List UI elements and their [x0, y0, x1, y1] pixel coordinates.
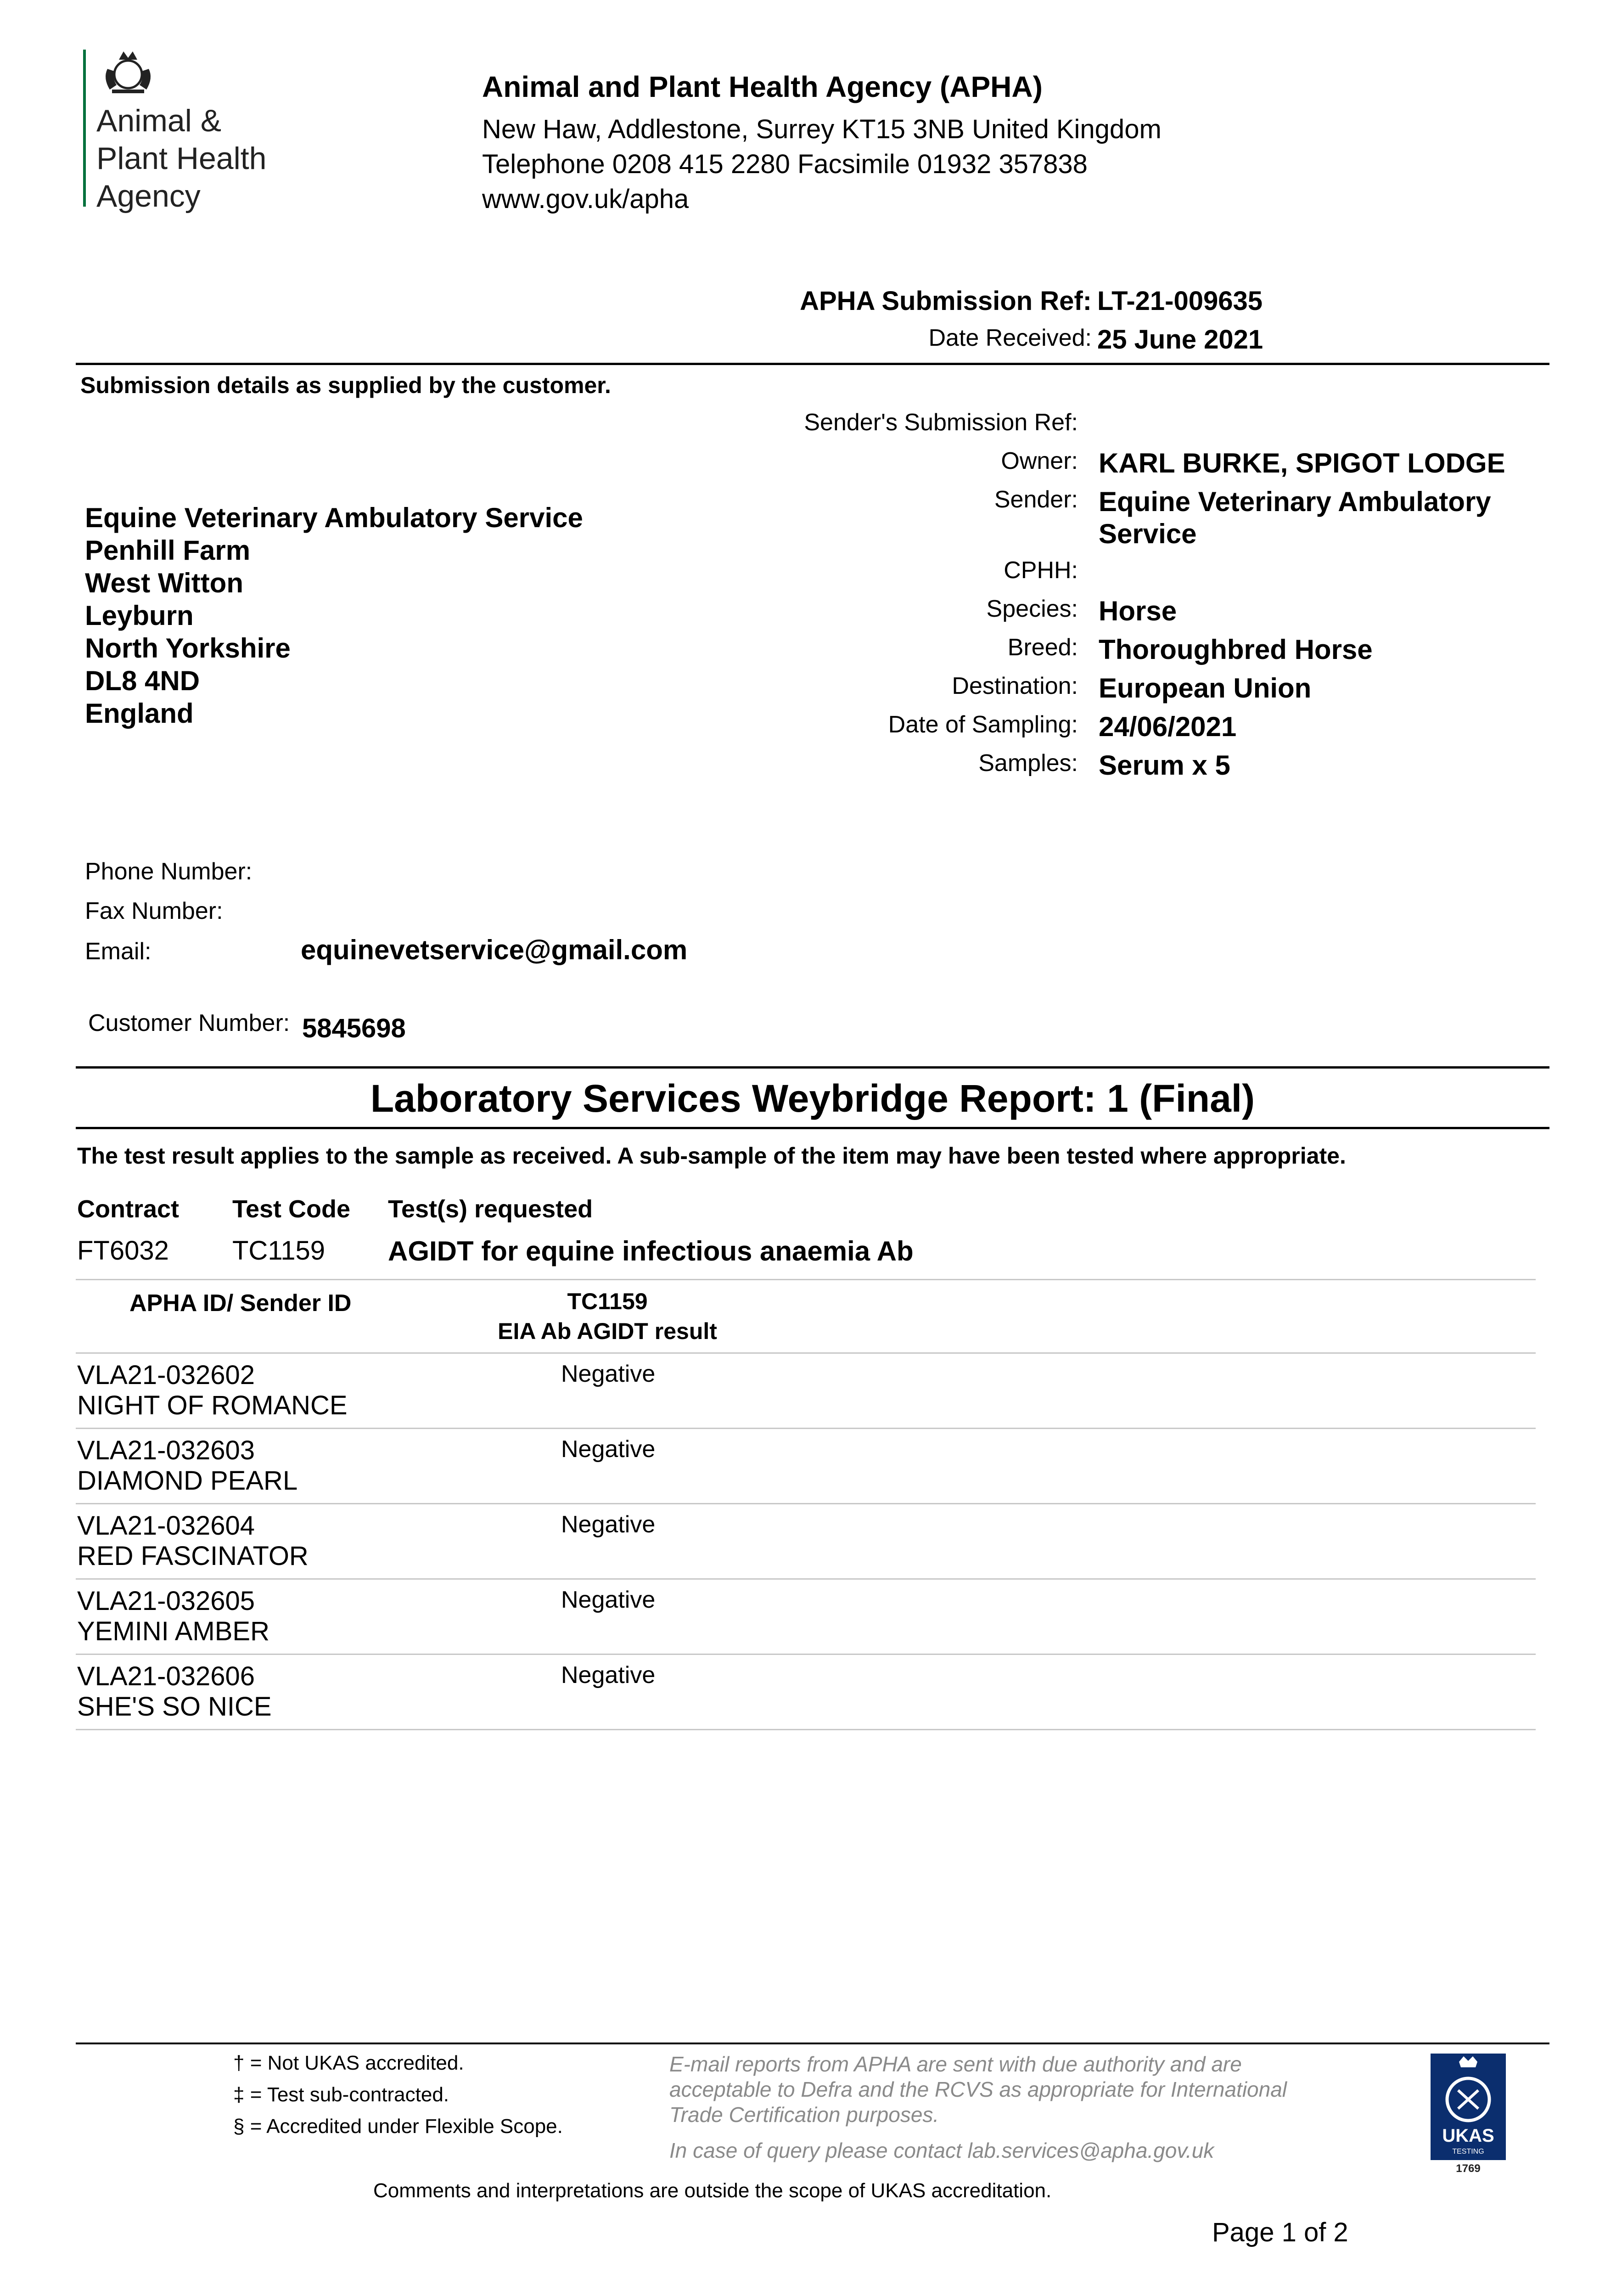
sample-name: RED FASCINATOR [77, 1541, 309, 1571]
date-received-value: 25 June 2021 [1097, 325, 1263, 355]
sample-name: YEMINI AMBER [77, 1616, 269, 1646]
date-of-sampling-label: Date of Sampling: [888, 711, 1078, 738]
phone-label: Phone Number: [85, 858, 253, 885]
report-title: Laboratory Services Weybridge Report: 1 (Final) [370, 1077, 1255, 1120]
divider [76, 363, 1549, 365]
fax-label: Fax Number: [85, 898, 223, 924]
logo-line: Plant Health [96, 141, 267, 176]
samples-value: Serum x 5 [1099, 750, 1230, 781]
accreditation-legend [233, 2047, 563, 2142]
agency-name: Animal and Plant Health Agency (APHA) [482, 70, 1043, 103]
page-number: Page 1 of 2 [1212, 2217, 1348, 2247]
sender-value-line2: Service [1099, 518, 1197, 549]
results-result-header: EIA Ab AGIDT result [498, 1318, 717, 1344]
address-line: Leyburn [85, 600, 194, 631]
logo-line: Animal & [96, 103, 222, 138]
sample-id: VLA21-032604 [77, 1511, 255, 1541]
note-line: acceptable to Defra and the RCVS as appropriate for International [669, 2077, 1287, 2101]
sample-result: Negative [561, 1436, 656, 1463]
ukas-comment: Comments and interpretations are outside the scope of UKAS accreditation. [373, 2179, 1052, 2202]
species-label: Species: [986, 596, 1078, 622]
logo-line: Agency [96, 179, 201, 214]
sender-ref-label: Sender's Submission Ref: [804, 409, 1078, 436]
customer-address [85, 501, 583, 730]
test-code-value: TC1159 [232, 1236, 326, 1266]
sample-id: VLA21-032605 [77, 1586, 255, 1616]
contract-value: FT6032 [77, 1236, 169, 1266]
legend-item: § = Accredited under Flexible Scope. [233, 2115, 563, 2138]
footer-divider [76, 2043, 1549, 2044]
logo-bar [83, 50, 86, 207]
address-line: England [85, 698, 194, 729]
sample-id: VLA21-032603 [77, 1435, 255, 1465]
divider [76, 1428, 1536, 1429]
address-line: West Witton [85, 568, 243, 598]
agency-address: New Haw, Addlestone, Surrey KT15 3NB United Kingdom [482, 114, 1162, 144]
sample-name: SHE'S SO NICE [77, 1692, 272, 1722]
address-line: Penhill Farm [85, 535, 251, 566]
divider [76, 1279, 1536, 1280]
divider [76, 1578, 1536, 1580]
date-of-sampling-value: 24/06/2021 [1099, 711, 1237, 742]
contract-header: Contract [77, 1195, 180, 1223]
sample-id: VLA21-032602 [77, 1360, 255, 1390]
results-id-header: APHA ID/ Sender ID [129, 1290, 352, 1317]
email-label: Email: [85, 938, 152, 965]
address-line: North Yorkshire [85, 633, 291, 664]
email-value[interactable]: equinevetservice@gmail.com [301, 934, 688, 965]
note-line: Trade Certification purposes. [669, 2103, 939, 2127]
date-received-label: Date Received: [928, 325, 1092, 351]
agency-logo-text [96, 102, 266, 215]
destination-label: Destination: [952, 673, 1078, 699]
test-code-header: Test Code [232, 1195, 351, 1223]
sender-label: Sender: [994, 486, 1078, 513]
sample-name: NIGHT OF ROMANCE [77, 1390, 348, 1420]
legend-item: † = Not UKAS accredited. [233, 2052, 464, 2074]
sample-name: DIAMOND PEARL [77, 1466, 298, 1496]
agency-website[interactable]: www.gov.uk/apha [482, 184, 689, 214]
royal-crest-icon [98, 46, 158, 96]
customer-number-label: Customer Number: [88, 1010, 290, 1036]
report-note: The test result applies to the sample as received. A sub-sample of the item may have been tested where appropriate. [77, 1143, 1346, 1169]
sample-result: Negative [561, 1587, 656, 1613]
customer-note: Submission details as supplied by the customer. [80, 372, 611, 398]
sample-result: Negative [561, 1361, 656, 1387]
owner-label: Owner: [1001, 448, 1078, 474]
results-code-header: TC1159 [567, 1289, 648, 1314]
samples-label: Samples: [978, 750, 1078, 777]
sample-id: VLA21-032606 [77, 1661, 255, 1691]
divider [76, 1127, 1549, 1129]
owner-value: KARL BURKE, SPIGOT LODGE [1099, 448, 1505, 478]
sender-value-line1: Equine Veterinary Ambulatory [1099, 486, 1491, 517]
sample-result: Negative [561, 1662, 656, 1688]
email-authority-note [669, 2052, 1287, 2127]
destination-value: European Union [1099, 673, 1312, 703]
sample-result: Negative [561, 1511, 656, 1538]
divider [76, 1066, 1549, 1069]
breed-value: Thoroughbred Horse [1099, 634, 1373, 665]
cphh-label: CPHH: [1004, 557, 1078, 584]
legend-item: ‡ = Test sub-contracted. [233, 2083, 449, 2106]
ukas-number: 1769 [1456, 2162, 1481, 2175]
ukas-logo-text: UKAS [1442, 2126, 1494, 2146]
customer-number-value: 5845698 [302, 1013, 406, 1043]
submission-ref-label: APHA Submission Ref: [800, 286, 1092, 316]
agency-phone-fax: Telephone 0208 415 2280 Facsimile 01932 357838 [482, 149, 1088, 179]
ukas-logo-icon [1427, 2052, 1510, 2176]
address-line: Equine Veterinary Ambulatory Service [85, 502, 583, 533]
ukas-logo-sub: TESTING [1452, 2148, 1484, 2155]
query-contact-note: In case of query please contact lab.services@apha.gov.uk [669, 2138, 1214, 2162]
tests-requested-header: Test(s) requested [388, 1195, 593, 1223]
submission-ref-value: LT-21-009635 [1097, 286, 1263, 316]
divider [76, 1352, 1536, 1354]
breed-label: Breed: [1007, 634, 1078, 661]
divider [76, 1729, 1536, 1730]
address-line: DL8 4ND [85, 665, 200, 696]
divider [76, 1503, 1536, 1504]
species-value: Horse [1099, 596, 1177, 626]
test-requested-value: AGIDT for equine infectious anaemia Ab [388, 1236, 914, 1266]
divider [76, 1654, 1536, 1655]
note-line: E-mail reports from APHA are sent with due authority and are [669, 2052, 1242, 2076]
